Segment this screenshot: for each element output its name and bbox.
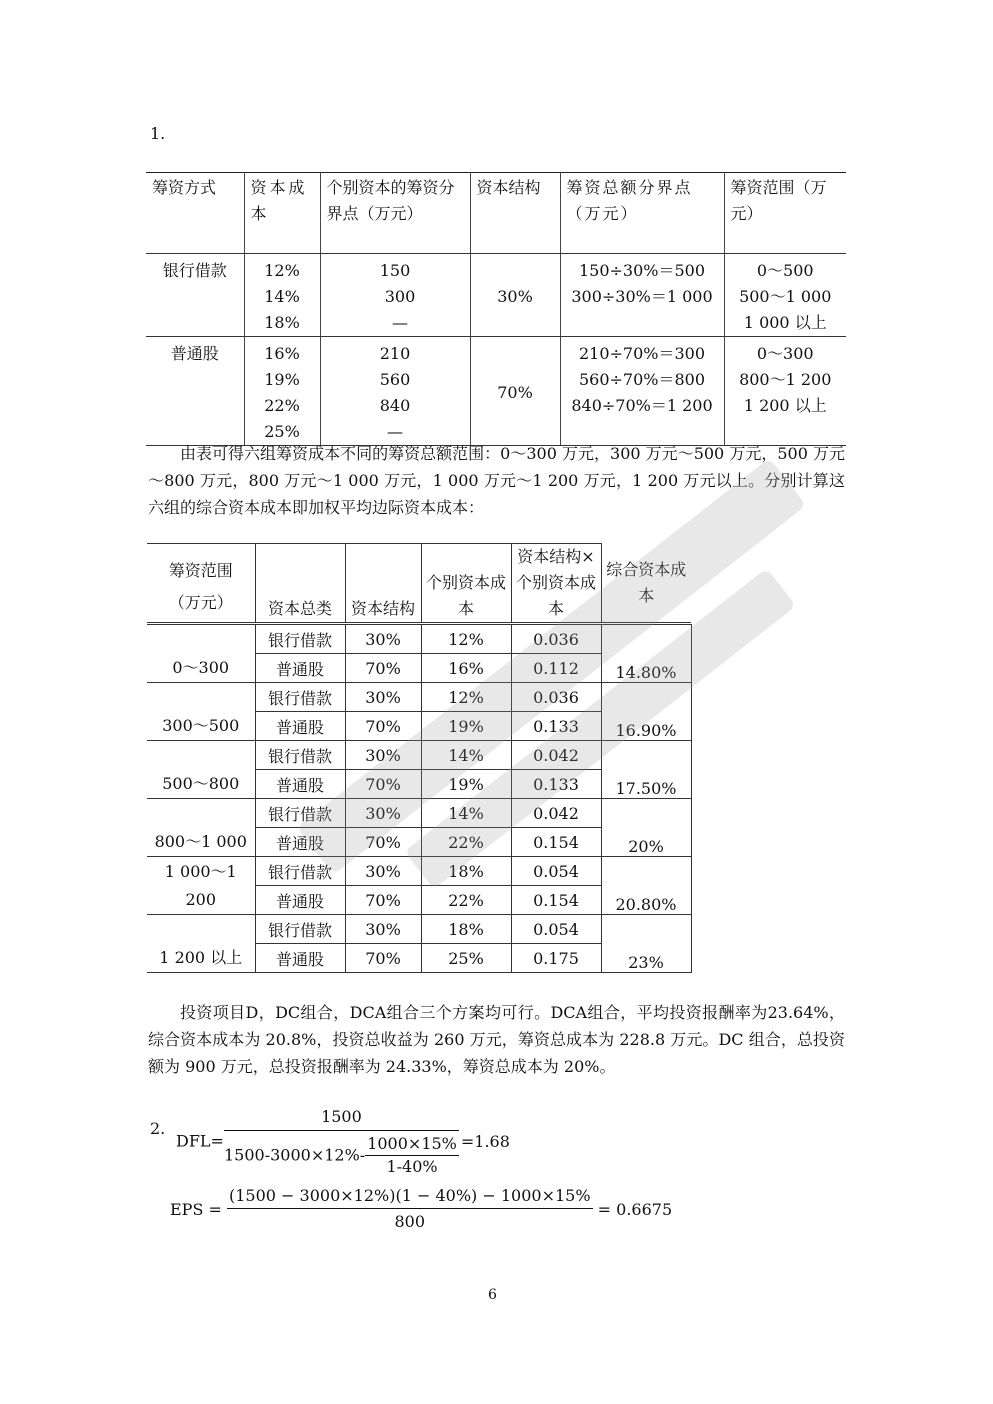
dfl-formula	[176, 1104, 510, 1178]
breakpoint-value: 300	[384, 287, 416, 306]
method-cell: 银行借款	[146, 254, 244, 337]
breakpoint-value: 210	[379, 344, 411, 363]
product-cell: 0.036	[511, 683, 601, 712]
product-cell: 0.036	[511, 625, 601, 654]
total-point-value: 300÷30%＝1 000	[571, 287, 713, 306]
structure-cell: 70%	[345, 886, 421, 915]
cost-value: 14%	[264, 287, 300, 306]
section-1-label: 1.	[150, 124, 166, 143]
product-cell: 0.042	[511, 741, 601, 770]
cost-cell: 18%	[421, 857, 511, 886]
range-value: 1 000 以上	[743, 313, 827, 332]
section-2-label: 2.	[150, 1119, 166, 1138]
dfl-label: DFL=	[176, 1131, 224, 1151]
dfl-den-left: 1500-3000×12%-	[223, 1145, 366, 1165]
type-cell: 普通股	[255, 944, 345, 973]
cost-cell	[244, 337, 320, 446]
table-row	[147, 741, 691, 770]
overall-cost-cell: 16.90%	[601, 683, 691, 741]
type-cell: 普通股	[255, 770, 345, 799]
range-cell: 300～500	[147, 683, 255, 741]
structure-cell: 30%	[345, 799, 421, 828]
table-row	[147, 857, 691, 886]
header-cell: 筹资范围（万元）	[724, 173, 846, 254]
total-point-cell	[560, 337, 724, 446]
dfl-result: =1.68	[460, 1131, 510, 1151]
total-point-value: 840÷70%＝1 200	[571, 396, 713, 415]
dfl-inner-denominator: 1-40%	[386, 1157, 438, 1176]
structure-cell: 70%	[345, 828, 421, 857]
eps-numerator: (1500 − 3000×12%)(1 − 40%) − 1000×15%	[227, 1184, 593, 1209]
product-cell: 0.042	[511, 799, 601, 828]
range-cell: 1 000～1 200	[147, 857, 255, 915]
product-cell: 0.054	[511, 857, 601, 886]
total-point-value: 210÷70%＝300	[578, 344, 706, 363]
product-cell: 0.112	[511, 654, 601, 683]
header-cell: 个别资本的筹资分界点（万元）	[320, 173, 470, 254]
type-cell: 银行借款	[255, 741, 345, 770]
marginal-cost-table	[147, 543, 691, 623]
dfl-numerator: 1500	[224, 1104, 459, 1131]
header-cell: 筹资总额分界点（万元）	[560, 173, 724, 254]
cost-cell: 14%	[421, 741, 511, 770]
marginal-cost-table-body	[147, 624, 692, 973]
type-cell: 银行借款	[255, 799, 345, 828]
overall-cost-cell: 14.80%	[601, 625, 691, 683]
type-cell: 银行借款	[255, 857, 345, 886]
product-cell: 0.054	[511, 915, 601, 944]
total-point-value: 150÷30%＝500	[578, 261, 706, 280]
overall-cost-cell: 23%	[601, 915, 691, 973]
type-cell: 普通股	[255, 886, 345, 915]
cost-cell: 22%	[421, 828, 511, 857]
dfl-denominator	[224, 1131, 459, 1178]
paragraph-conclusion: 投资项目D，DC组合，DCA组合三个方案均可行。DCA组合，平均投资报酬率为23.64%，综合资本成本为 20.8%，投资总收益为 260 万元，筹资总成本为 228.8 万元。DC 组合，总投资额为 900 万元，总投资报酬率为 24.33%，筹资总成本为 20%。	[148, 1003, 845, 1076]
cost-cell: 14%	[421, 799, 511, 828]
structure-cell: 30%	[345, 857, 421, 886]
breakpoint-table	[146, 172, 846, 446]
type-cell: 银行借款	[255, 625, 345, 654]
eps-fraction	[227, 1184, 593, 1235]
breakpoint-value: —	[387, 422, 403, 441]
cost-cell: 12%	[421, 625, 511, 654]
table-header-row	[146, 173, 846, 254]
type-cell: 银行借款	[255, 683, 345, 712]
breakpoint-value: —	[392, 313, 408, 332]
breakpoint-value: 150	[379, 261, 411, 280]
table-row-bank-loan	[146, 254, 846, 337]
table-row	[147, 625, 691, 654]
eps-formula	[170, 1184, 672, 1235]
structure-cell: 30%	[470, 254, 560, 337]
header-overall: 综合资本成本	[601, 544, 691, 623]
cost-cell: 16%	[421, 654, 511, 683]
eps-label: EPS =	[170, 1200, 222, 1219]
type-cell: 普通股	[255, 654, 345, 683]
structure-cell: 70%	[345, 654, 421, 683]
product-cell: 0.154	[511, 828, 601, 857]
total-point-cell	[560, 254, 724, 337]
range-cell: 0～300	[147, 625, 255, 683]
paragraph-ranges: 由表可得六组筹资成本不同的筹资总额范围：0～300 万元，300 万元～500 万元，500 万元～800 万元，800 万元～1 000 万元，1 000 万元～1 200 万元，1 200 万元以上。分别计算这六组的综合资本成本即加权平均边际资本成本：	[148, 444, 845, 517]
range-value: 0～500	[756, 261, 814, 280]
cost-cell: 19%	[421, 770, 511, 799]
table-row-common-stock	[146, 337, 846, 446]
range-cell: 800～1 000	[147, 799, 255, 857]
structure-cell: 70%	[345, 770, 421, 799]
method-cell: 普通股	[146, 337, 244, 446]
dfl-fraction	[224, 1104, 459, 1178]
range-value: 0～300	[756, 344, 814, 363]
cost-cell: 12%	[421, 683, 511, 712]
overall-cost-cell: 17.50%	[601, 741, 691, 799]
structure-cell: 70%	[345, 944, 421, 973]
structure-cell: 30%	[345, 915, 421, 944]
dfl-inner-fraction	[365, 1133, 459, 1178]
cost-cell: 19%	[421, 712, 511, 741]
structure-cell: 70%	[345, 712, 421, 741]
overall-cost-cell: 20.80%	[601, 857, 691, 915]
range-value: 800～1 200	[739, 370, 832, 389]
table-row	[147, 683, 691, 712]
dfl-inner-numerator: 1000×15%	[365, 1133, 459, 1156]
range-cell	[724, 337, 846, 446]
cost-value: 12%	[264, 261, 300, 280]
table-header-row	[147, 544, 691, 585]
structure-cell: 30%	[345, 741, 421, 770]
cost-value: 25%	[264, 422, 300, 441]
type-cell: 普通股	[255, 828, 345, 857]
header-product: 资本结构×个别资本成本	[511, 544, 601, 623]
total-point-value: 560÷70%＝800	[578, 370, 706, 389]
overall-cost-cell: 20%	[601, 799, 691, 857]
eps-result: = 0.6675	[597, 1200, 673, 1219]
table-row	[147, 799, 691, 828]
structure-cell: 30%	[345, 683, 421, 712]
header-range-unit: （万元）	[147, 584, 255, 623]
breakpoint-cell	[320, 337, 470, 446]
header-cell: 筹资方式	[146, 173, 244, 254]
type-cell: 银行借款	[255, 915, 345, 944]
product-cell: 0.175	[511, 944, 601, 973]
range-value: 1 200 以上	[743, 396, 827, 415]
table-row	[147, 915, 691, 944]
cost-value: 22%	[264, 396, 300, 415]
range-cell: 1 200 以上	[147, 915, 255, 973]
header-range: 筹资范围	[147, 544, 255, 585]
breakpoint-cell	[320, 254, 470, 337]
header-structure: 资本结构	[345, 544, 421, 623]
range-cell	[724, 254, 846, 337]
page-number: 6	[488, 1287, 497, 1303]
cost-cell: 18%	[421, 915, 511, 944]
cost-value: 19%	[264, 370, 300, 389]
product-cell: 0.133	[511, 770, 601, 799]
header-type: 资本总类	[255, 544, 345, 623]
breakpoint-value: 560	[379, 370, 411, 389]
breakpoint-value: 840	[379, 396, 411, 415]
cost-value: 18%	[264, 313, 300, 332]
header-cell: 资本结构	[470, 173, 560, 254]
cost-cell	[244, 254, 320, 337]
product-cell: 0.133	[511, 712, 601, 741]
structure-cell: 30%	[345, 625, 421, 654]
header-cell: 资本成本	[244, 173, 320, 254]
range-cell: 500～800	[147, 741, 255, 799]
range-value: 500～1 000	[739, 287, 832, 306]
cost-value: 16%	[264, 344, 300, 363]
header-cost: 个别资本成本	[421, 544, 511, 623]
cost-cell: 25%	[421, 944, 511, 973]
product-cell: 0.154	[511, 886, 601, 915]
structure-cell: 70%	[470, 337, 560, 446]
eps-denominator: 800	[394, 1212, 426, 1231]
type-cell: 普通股	[255, 712, 345, 741]
cost-cell: 22%	[421, 886, 511, 915]
